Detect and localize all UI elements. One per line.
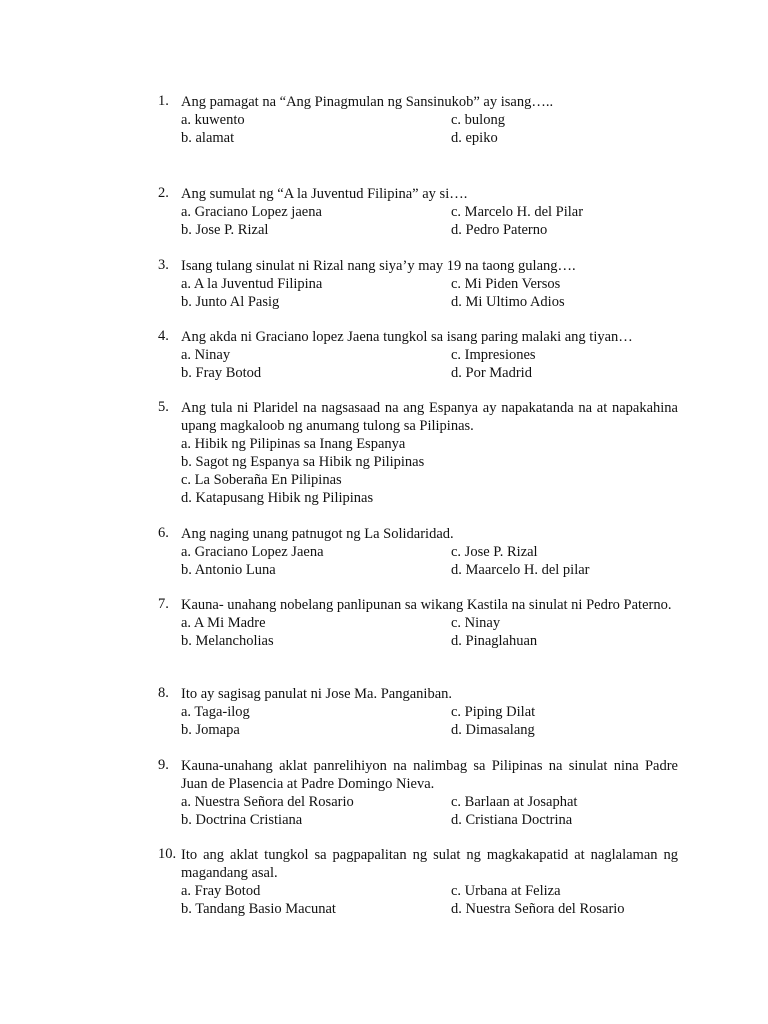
- question-number: 4.: [158, 328, 169, 344]
- question-number: 2.: [158, 185, 169, 201]
- option-a: a. Graciano Lopez Jaena: [181, 544, 324, 560]
- question-3: [158, 257, 678, 311]
- options: [181, 435, 678, 507]
- question-number: 10.: [158, 846, 177, 862]
- option-b: b. Antonio Luna: [181, 562, 276, 578]
- option-b: b. Doctrina Cristiana: [181, 812, 303, 828]
- option-d: d. Mi Ultimo Adios: [451, 294, 565, 310]
- option-d: d. Dimasalang: [451, 722, 535, 738]
- options: [181, 543, 678, 579]
- option-c: c. Ninay: [451, 615, 501, 631]
- options: [181, 793, 678, 829]
- option-c: c. Impresiones: [451, 347, 536, 363]
- options: [181, 614, 678, 650]
- question-2: [158, 185, 678, 239]
- options: [181, 111, 678, 147]
- option-b: b. Fray Botod: [181, 365, 262, 381]
- option-a: a. A la Juventud Filipina: [181, 276, 323, 292]
- question-number: 3.: [158, 257, 169, 273]
- option-d: d. epiko: [451, 130, 498, 146]
- question-stem: Kauna-unahang aklat panrelihiyon na nalimbag sa Pilipinas na sinulat nina Padre Juan de Plasencia at Padre Domingo Nieva.: [181, 758, 678, 792]
- option-c: c. Barlaan at Josaphat: [451, 794, 578, 810]
- options: [181, 275, 678, 311]
- question-4: [158, 328, 678, 382]
- option-a: a. Nuestra Señora del Rosario: [181, 794, 354, 810]
- question-stem: Kauna- unahang nobelang panlipunan sa wikang Kastila na sinulat ni Pedro Paterno.: [181, 597, 672, 613]
- option-b: b. Junto Al Pasig: [181, 294, 280, 310]
- option-d: d. Cristiana Doctrina: [451, 812, 573, 828]
- option-c: c. Marcelo H. del Pilar: [451, 204, 584, 220]
- option-b: b. Melancholias: [181, 633, 274, 649]
- question-stem: Ang tula ni Plaridel na nagsasaad na ang Espanya ay napakatanda na at napakahina upang magkaloob ng anumang tulong sa Pilipinas.: [181, 400, 678, 434]
- question-number: 1.: [158, 93, 169, 109]
- option-c: c. Mi Piden Versos: [451, 276, 561, 292]
- options: [181, 703, 678, 739]
- option-b: b. Sagot ng Espanya sa Hibik ng Pilipinas: [181, 454, 425, 470]
- option-d: d. Pedro Paterno: [451, 222, 548, 238]
- question-stem: Ito ang aklat tungkol sa pagpapalitan ng sulat ng magkakapatid at naglalaman ng magandang asal.: [181, 847, 678, 881]
- question-stem: Ito ay sagisag panulat ni Jose Ma. Panganiban.: [181, 686, 453, 702]
- option-a: a. Taga-ilog: [181, 704, 250, 720]
- option-d: d. Katapusang Hibik ng Pilipinas: [181, 490, 374, 506]
- options: [181, 346, 678, 382]
- option-c: c. Jose P. Rizal: [451, 544, 538, 560]
- question-9: [158, 757, 678, 829]
- options: [181, 882, 678, 918]
- option-a: a. Hibik ng Pilipinas sa Inang Espanya: [181, 436, 406, 452]
- option-a: a. Graciano Lopez jaena: [181, 204, 322, 220]
- option-c: c. Urbana at Feliza: [451, 883, 561, 899]
- option-c: c. La Soberaña En Pilipinas: [181, 472, 342, 488]
- option-b: b. Jomapa: [181, 722, 240, 738]
- question-stem: Ang naging unang patnugot ng La Solidaridad.: [181, 526, 454, 542]
- question-number: 8.: [158, 685, 169, 701]
- question-number: 9.: [158, 757, 169, 773]
- question-5: [158, 399, 678, 507]
- option-c: c. Piping Dilat: [451, 704, 536, 720]
- option-c: c. bulong: [451, 112, 505, 128]
- question-stem: Ang pamagat na “Ang Pinagmulan ng Sansinukob” ay isang…..: [181, 94, 554, 110]
- options: [181, 203, 678, 239]
- question-stem: Ang akda ni Graciano lopez Jaena tungkol sa isang paring malaki ang tiyan…: [181, 329, 633, 345]
- question-6: [158, 525, 678, 579]
- question-1: [158, 93, 678, 147]
- option-b: b. Jose P. Rizal: [181, 222, 269, 238]
- question-number: 5.: [158, 399, 169, 415]
- option-d: d. Maarcelo H. del pilar: [451, 562, 590, 578]
- question-stem: Isang tulang sinulat ni Rizal nang siya’y may 19 na taong gulang….: [181, 258, 576, 274]
- option-a: a. A Mi Madre: [181, 615, 266, 631]
- question-number: 6.: [158, 525, 169, 541]
- question-8: [158, 685, 678, 739]
- option-b: b. alamat: [181, 130, 235, 146]
- option-a: a. kuwento: [181, 112, 245, 128]
- option-d: d. Nuestra Señora del Rosario: [451, 901, 625, 917]
- option-d: d. Por Madrid: [451, 365, 532, 381]
- question-stem: Ang sumulat ng “A la Juventud Filipina” ay si….: [181, 186, 468, 202]
- question-10: [158, 846, 678, 918]
- option-a: a. Ninay: [181, 347, 231, 363]
- option-b: b. Tandang Basio Macunat: [181, 901, 336, 917]
- option-d: d. Pinaglahuan: [451, 633, 538, 649]
- question-number: 7.: [158, 596, 169, 612]
- option-a: a. Fray Botod: [181, 883, 261, 899]
- question-7: [158, 596, 678, 650]
